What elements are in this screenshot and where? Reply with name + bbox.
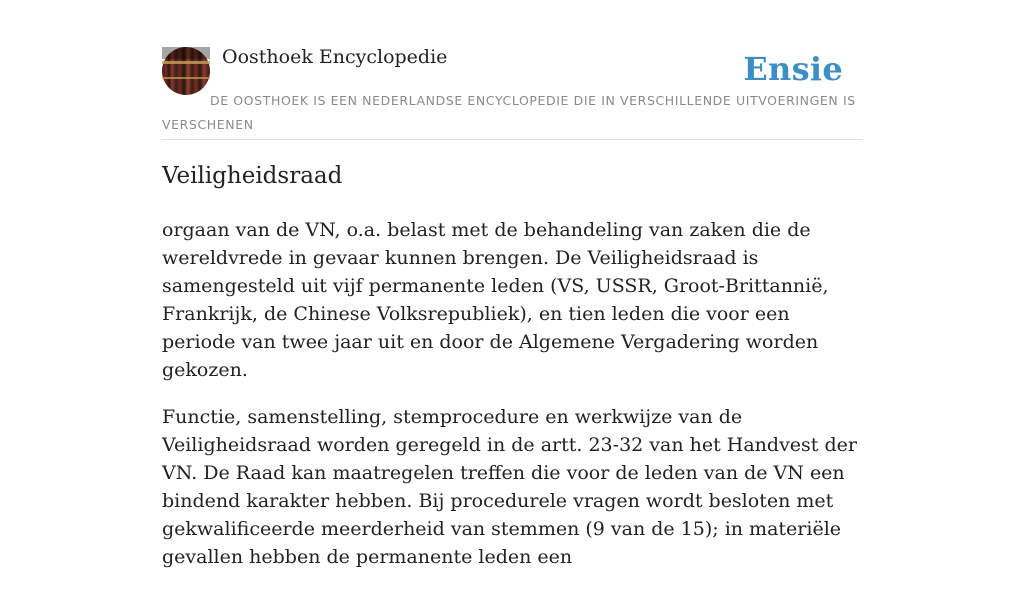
article-paragraph: Functie, samenstelling, stemprocedure en werkwijze van de Veiligheidsraad worden geregeld in de artt. 23-32 van het Handvest der VN. De Raad kan maatregelen treffen die voor de leden van de VN een bindend karakter hebben. Bij procedurele vragen wordt besloten met gekwalificeerde meerderheid van stemmen (9 van de 15); in materiële gevallen hebben de permanente leden een (162, 406, 857, 568)
site-header (162, 0, 862, 140)
site-title-link[interactable]: Oosthoek Encyclopedie (222, 46, 448, 68)
brand-logo-link[interactable]: Ensie (743, 50, 843, 88)
avatar-gold-band-mid (162, 77, 210, 79)
article-body (162, 216, 862, 590)
page-container (162, 0, 862, 568)
article-paragraph: orgaan van de VN, o.a. belast met de behandeling van zaken die de wereldvrede in gevaar kunnen brengen. De Veiligheidsraad is samengesteld uit vijf permanente leden (VS, USSR, Groot-Brittannië, Frankrijk, de Chinese Volksrepubliek), en tien leden die voor een periode van twee jaar uit en door de Algemene Vergadering worden gekozen. (162, 219, 829, 381)
encyclopedia-books-icon[interactable] (162, 47, 210, 95)
site-tagline: DE OOSTHOEK IS EEN NEDERLANDSE ENCYCLOPEDIE DIE IN VERSCHILLENDE UITVOERINGEN IS VERSCHENEN (162, 93, 856, 132)
avatar-gold-band-top (162, 61, 210, 64)
avatar-shade (162, 47, 210, 59)
article-title: Veiligheidsraad (162, 163, 343, 189)
